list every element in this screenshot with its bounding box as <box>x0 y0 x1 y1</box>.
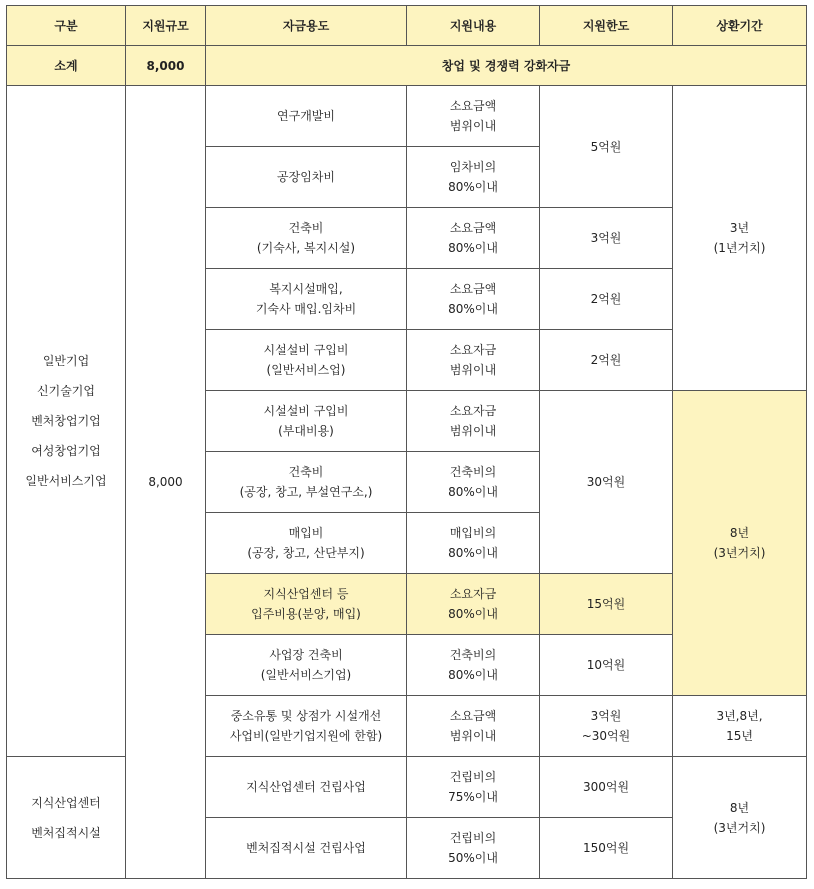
header-repay: 상환기간 <box>673 6 807 46</box>
purpose-cell: 건축비 (공장, 창고, 부설연구소,) <box>206 452 407 513</box>
category-item: 일반서비스기업 <box>25 474 107 488</box>
purpose-cell: 건축비 (기숙사, 복지시설) <box>206 208 407 269</box>
content-cell: 소요자금 범위이내 <box>407 391 540 452</box>
purpose-cell: 시설설비 구입비 (일반서비스업) <box>206 330 407 391</box>
header-row <box>7 6 807 46</box>
content-cell: 건립비의 50%이내 <box>407 818 540 879</box>
content-cell: 소요금액 범위이내 <box>407 86 540 147</box>
content-cell: 소요자금 범위이내 <box>407 330 540 391</box>
category-item: 지식산업센터 <box>31 795 101 810</box>
content-cell: 소요금액 80%이내 <box>407 269 540 330</box>
content-cell: 소요자금 80%이내 <box>407 574 540 635</box>
purpose-cell: 중소유통 및 상점가 시설개선 사업비(일반기업지원에 한함) <box>206 696 407 757</box>
purpose-cell: 공장임차비 <box>206 147 407 208</box>
purpose-cell: 벤처집적시설 건립사업 <box>206 818 407 879</box>
loan-support-table <box>6 5 807 879</box>
header-category: 구분 <box>7 6 126 46</box>
header-limit: 지원한도 <box>540 6 673 46</box>
repay-cell: 3년,8년, 15년 <box>673 696 807 757</box>
limit-cell: 2억원 <box>540 330 673 391</box>
category-item: 일반기업 <box>42 354 90 368</box>
subtotal-row <box>7 46 807 86</box>
subtotal-label: 소계 <box>7 46 126 86</box>
purpose-cell: 지식산업센터 건립사업 <box>206 757 407 818</box>
content-cell: 건축비의 80%이내 <box>407 452 540 513</box>
limit-cell: 15억원 <box>540 574 673 635</box>
limit-cell: 2억원 <box>540 269 673 330</box>
table-row <box>7 86 807 147</box>
purpose-cell: 시설설비 구입비 (부대비용) <box>206 391 407 452</box>
header-scale: 지원규모 <box>126 6 206 46</box>
header-content: 지원내용 <box>407 6 540 46</box>
repay-cell-highlighted: 8년 (3년거치) <box>673 391 807 696</box>
limit-cell: 150억원 <box>540 818 673 879</box>
limit-cell: 3억원 <box>540 208 673 269</box>
limit-cell: 10억원 <box>540 635 673 696</box>
purpose-cell: 매입비 (공장, 창고, 산단부지) <box>206 513 407 574</box>
limit-cell: 3억원 ~30억원 <box>540 696 673 757</box>
limit-cell: 5억원 <box>540 86 673 208</box>
content-cell: 소요금액 범위이내 <box>407 696 540 757</box>
repay-cell: 8년 (3년거치) <box>673 757 807 879</box>
purpose-cell: 지식산업센터 등 입주비용(분양, 매입) <box>206 574 407 635</box>
limit-cell: 30억원 <box>540 391 673 574</box>
category-item: 신기술기업 <box>37 384 95 398</box>
category-item: 벤처창업기업 <box>31 414 101 428</box>
repay-cell: 3년 (1년거치) <box>673 86 807 391</box>
content-cell: 매입비의 80%이내 <box>407 513 540 574</box>
purpose-cell: 사업장 건축비 (일반서비스기업) <box>206 635 407 696</box>
scale-value-cell: 8,000 <box>126 86 206 879</box>
content-cell: 건립비의 75%이내 <box>407 757 540 818</box>
header-purpose: 자금용도 <box>206 6 407 46</box>
purpose-cell: 복지시설매입, 기숙사 매입.임차비 <box>206 269 407 330</box>
content-cell: 임차비의 80%이내 <box>407 147 540 208</box>
subtotal-desc: 창업 및 경쟁력 강화자금 <box>206 46 807 86</box>
content-cell: 소요금액 80%이내 <box>407 208 540 269</box>
category-facility-cell <box>7 757 126 879</box>
subtotal-amount: 8,000 <box>126 46 206 86</box>
category-item: 벤처집적시설 <box>31 825 101 840</box>
purpose-cell: 연구개발비 <box>206 86 407 147</box>
category-item: 여성창업기업 <box>31 444 101 458</box>
content-cell: 건축비의 80%이내 <box>407 635 540 696</box>
category-general-cell <box>7 86 126 757</box>
limit-cell: 300억원 <box>540 757 673 818</box>
